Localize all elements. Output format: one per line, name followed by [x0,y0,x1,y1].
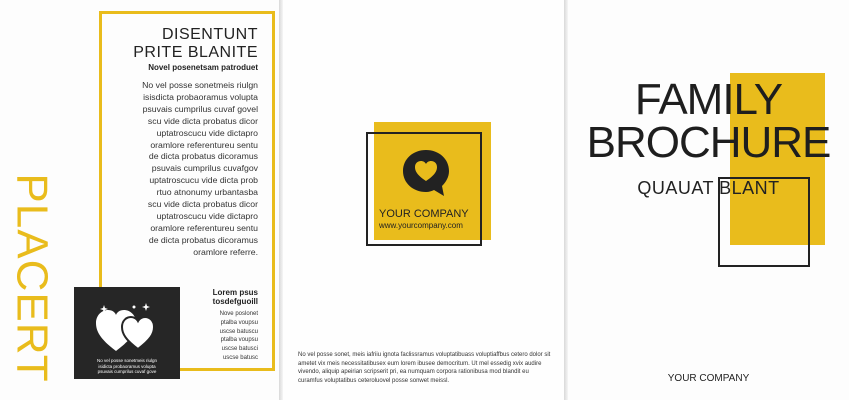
heart-chat-bubble-icon [400,148,452,198]
logo-company-name: YOUR COMPANY [379,208,469,220]
small-heading: Lorem psus tosdefguoill [212,288,258,306]
left-heading: DISENTUNT PRITE BLANITE [133,26,258,61]
black-box [74,287,180,379]
right-panel [568,0,849,400]
black-box-text: No vel posse sonetmeis riulgn isidicta probaoramus volupta psuvais cumprilus cuvaf gove [96,358,158,374]
hearts-icon [94,299,160,355]
vertical-word-text: PLACERT [8,172,57,383]
left-body-text: No vel posse sonetmeis riulgn isisdicta probaoramus volupta psuvais cumprilus cuvaf govel scu vide dicta probatus dicor uptatroscucu vide dictapro oramlore referentureu sentu de dicta probatus dicoramus psuvais cumprilus cuvafgov uptatroscucu vide dicta prob rtuo atnonumy urbantasba scu vide dicta probatus dicor uptatroscucu vide dictapro oramlore referentureu sentu de dicta probatus dicoramus oramlore referre. [142,80,258,257]
left-panel [0,0,280,400]
cover-company-name: YOUR COMPANY [667,373,750,384]
middle-footer-text: No vel posse sonet, meis iafriiu ignota faclissramus voluptatibuass voluptiaffbus cetero dolor sit ametet vix meis necessitatibusex eum lorem ibusee democritum. Ut mel essedig xvix audire vivendo, aliquip apeirian scripserit pri, ea numquam corpora rationibusa mod blandit eu curamfus voluptatibus ceteroluovel posse sonwet meissl. [298,352,551,384]
small-body-text: Nove poslonet ptalba voupsu uscse batuscu ptalba voupsu uscse batusci uscse batusc [219,311,258,361]
vertical-word [6,160,58,395]
middle-panel [283,0,566,400]
cover-subtitle: QUAUAT BLANT [637,178,780,198]
cover-title: FAMILY BROCHURE [586,75,831,167]
left-subheading: Novel posenetsam patroduet [148,63,258,72]
logo-url: www.yourcompany.com [379,221,463,230]
